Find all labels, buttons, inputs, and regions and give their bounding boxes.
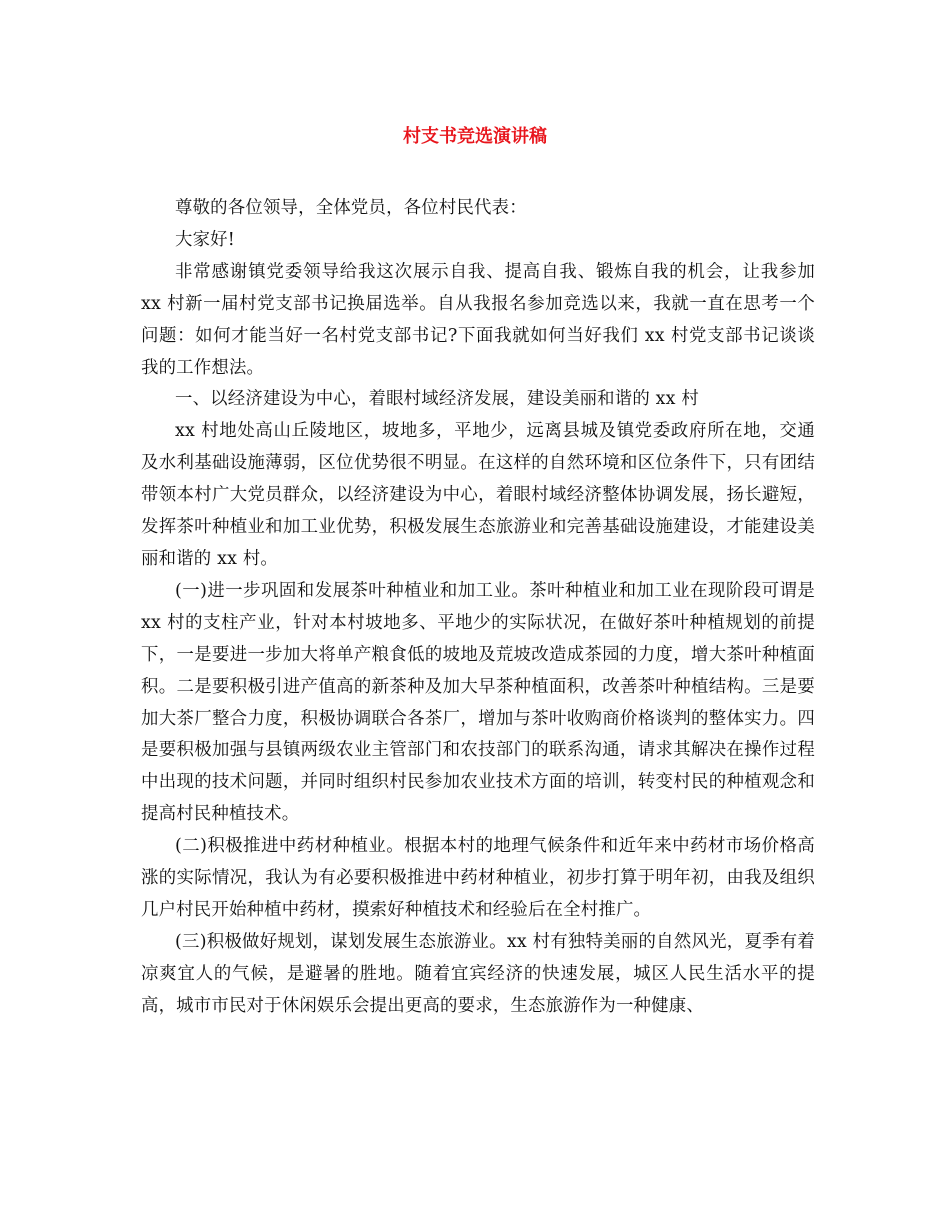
section-1-paragraph: xx 村地处高山丘陵地区，坡地多，平地少，远离县城及镇党委政府所在地，交通及水利基础设施薄弱，区位优势很不明显。在这样的自然环境和区位条件下，只有团结带领本村广大党员群众，以经济建设为中心，着眼村域经济整体协调发展，扬长避短，发挥茶叶种植业和加工业优势，积极发展生态旅游业和完善基础设施建设，才能建设美丽和谐的 xx 村。 (141, 421, 815, 569)
greeting: 大家好! (175, 229, 235, 250)
document-title: 村支书竞选演讲稿 (403, 126, 547, 147)
subsection-2-paragraph: (二)积极推进中药材种植业。根据本村的地理气候条件和近年来中药材市场价格高涨的实际情况，我认为有必要积极推进中药材种植业，初步打算于明年初，由我及组织几户村民开始种植中药材，摸索好种植技术和经验后在全村推广。 (141, 836, 815, 920)
subsection-3-paragraph: (三)积极做好规划，谋划发展生态旅游业。xx 村有独特美丽的自然风光，夏季有着凉爽宜人的气候，是避暑的胜地。随着宜宾经济的快速发展，城区人民生活水平的提高，城市市民对于休闲娱乐会提出更高的要求，生态旅游作为一种健康、 (141, 931, 815, 1016)
subsection-1-paragraph: (一)进一步巩固和发展茶叶种植业和加工业。茶叶种植业和加工业在现阶段可谓是 xx 村的支柱产业，针对本村坡地多、平地少的实际状况，在做好茶叶种植规划的前提下，一是要进一步加大将单产粮食低的坡地及荒坡改造成茶园的力度，增大茶叶种植面积。二是要积极引进产值高的新茶种及加大早茶种植面积，改善茶叶种植结构。三是要加大茶厂整合力度，积极协调联合各茶厂，增加与茶叶收购商价格谈判的整体实力。四是要积极加强与县镇两级农业主管部门和农技部门的联系沟通，请求其解决在操作过程中出现的技术问题，并同时组织村民参加农业技术方面的培训，转变村民的种植观念和提高村民种植技术。 (141, 580, 815, 825)
section-heading-1: 一、以经济建设为中心，着眼村域经济发展，建设美丽和谐的 xx 村 (175, 389, 700, 410)
salutation: 尊敬的各位领导，全体党员，各位村民代表： (175, 198, 527, 218)
intro-paragraph: 非常感谢镇党委领导给我这次展示自我、提高自我、锻炼自我的机会，让我参加 xx 村新一届村党支部书记换届选举。自从我报名参加竞选以来，我就一直在思考一个问题：如何才能当好一名村党支部书记?下面我就如何当好我们 xx 村党支部书记谈谈我的工作想法。 (141, 261, 815, 378)
document-body (141, 193, 815, 1023)
